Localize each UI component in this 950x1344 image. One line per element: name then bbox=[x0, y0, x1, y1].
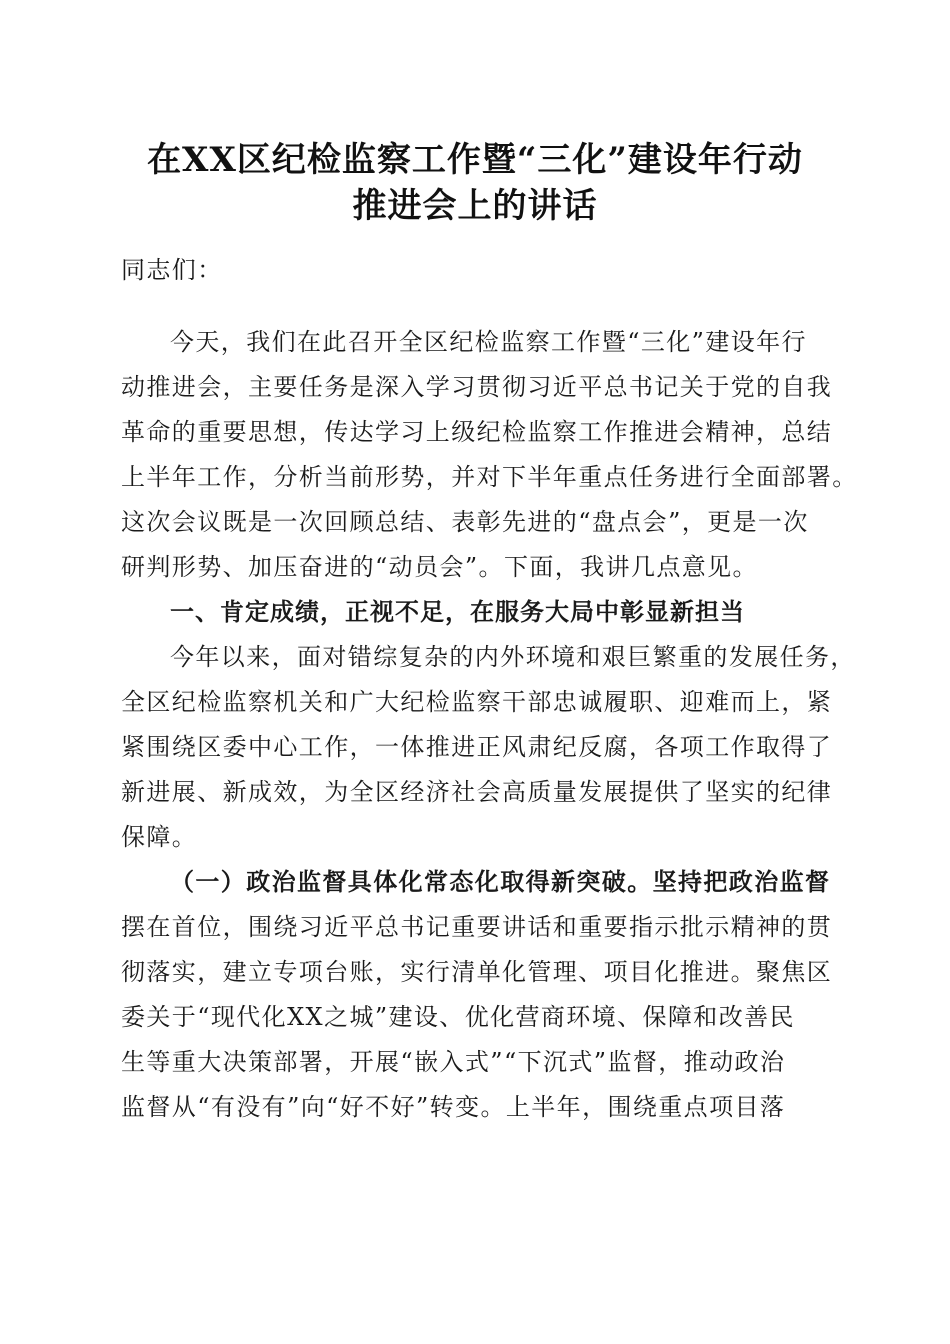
paragraph-line: 彻落实，建立专项台账，实行清单化管理、项目化推进。聚焦区 bbox=[121, 958, 833, 986]
paragraph-line: 委关于“现代化XX之城”建设、优化营商环境、保障和改善民 bbox=[121, 1003, 795, 1031]
paragraph-line: 摆在首位，围绕习近平总书记重要讲话和重要指示批示精神的贯 bbox=[121, 913, 833, 941]
paragraph-line: （一）政治监督具体化常态化取得新突破。坚持把政治监督 bbox=[170, 867, 831, 896]
paragraph-line: 上半年工作，分析当前形势，并对下半年重点任务进行全面部署。 bbox=[121, 463, 858, 491]
section-heading-1: 一、肯定成绩，正视不足，在服务大局中彰显新担当 bbox=[170, 598, 745, 626]
paragraph-line: 动推进会，主要任务是深入学习贯彻习近平总书记关于党的自我 bbox=[121, 373, 833, 401]
document-title-line-2: 推进会上的讲话 bbox=[352, 186, 598, 226]
paragraph-line: 今天，我们在此召开全区纪检监察工作暨“三化”建设年行 bbox=[170, 328, 807, 356]
paragraph-line: 全区纪检监察机关和广大纪检监察干部忠诚履职、迎难而上，紧 bbox=[121, 688, 833, 716]
document-title-line-1: 在XX区纪检监察工作暨“三化”建设年行动 bbox=[147, 140, 803, 180]
paragraph-line: 革命的重要思想，传达学习上级纪检监察工作推进会精神，总结 bbox=[121, 418, 833, 446]
paragraph-line: 这次会议既是一次回顾总结、表彰先进的“盘点会”，更是一次 bbox=[121, 508, 809, 536]
paragraph-line: 研判形势、加压奋进的“动员会”。下面，我讲几点意见。 bbox=[121, 553, 758, 581]
paragraph-line: 保障。 bbox=[121, 823, 198, 851]
salutation: 同志们： bbox=[121, 256, 223, 284]
paragraph-line: 监督从“有没有”向“好不好”转变。上半年，围绕重点项目落 bbox=[121, 1093, 786, 1121]
paragraph-line: 今年以来，面对错综复杂的内外环境和艰巨繁重的发展任务， bbox=[170, 643, 856, 671]
paragraph-line: 生等重大决策部署，开展“嵌入式”“下沉式”监督，推动政治 bbox=[121, 1048, 786, 1076]
paragraph-line: 新进展、新成效，为全区经济社会高质量发展提供了坚实的纪律 bbox=[121, 778, 833, 806]
paragraph-line: 紧围绕区委中心工作，一体推进正风肃纪反腐，各项工作取得了 bbox=[121, 733, 833, 761]
